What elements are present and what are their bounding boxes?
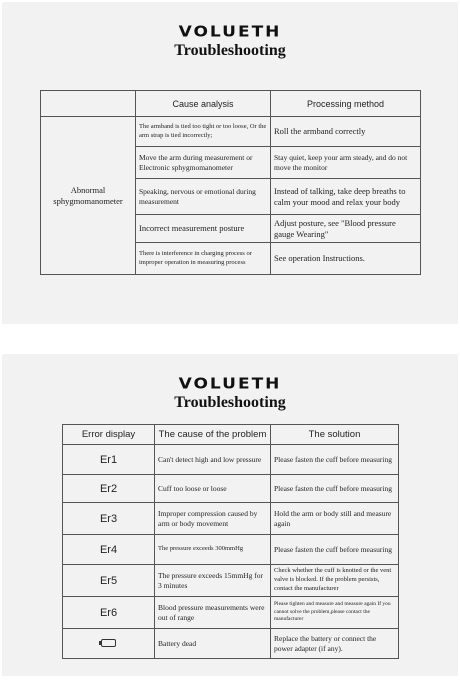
header-cause: The cause of the problem [155, 425, 271, 445]
category-cell: Abnormal sphygmomanometer [41, 117, 136, 275]
cause-analysis-table [40, 90, 421, 275]
header-empty [41, 91, 136, 117]
solution-cell: Check whether the cuff is knotted or the vent valve is blocked. If the problem persists, contact the manufacturer [271, 565, 399, 597]
table-row [63, 535, 399, 565]
header-processing-method: Processing method [271, 91, 421, 117]
error-code: Er1 [63, 445, 155, 475]
cause-cell: Blood pressure measurements were out of range [155, 597, 271, 629]
solution-cell: Please fasten the cuff before measuring [271, 445, 399, 475]
table-row [63, 629, 399, 659]
cause-cell: The pressure exceeds 300mmHg [155, 535, 271, 565]
page-title: Troubleshooting [174, 42, 286, 59]
brand-logo: VOLUETH [178, 375, 282, 393]
method-cell: Roll the armband correctly [271, 117, 421, 147]
troubleshooting-panel-1 [2, 2, 458, 324]
cause-cell: Improper compression caused by arm or body movement [155, 503, 271, 535]
cause-cell: The pressure exceeds 15mmHg for 3 minutes [155, 565, 271, 597]
cause-cell: The armband is tied too tight or too loose, Or the arm strap is tied incorrectly; [136, 117, 271, 147]
solution-cell: Please tighten and measure and measure again If you cannot solve the problem,please contact the manufacturer [271, 597, 399, 629]
table-row [63, 565, 399, 597]
method-cell: See operation Instructions. [271, 243, 421, 275]
method-cell: Stay quiet, keep your arm steady, and do not move the monitor [271, 147, 421, 179]
brand-logo: VOLUETH [178, 23, 282, 41]
table-header-row [41, 91, 421, 117]
cause-cell: Move the arm during measurement or Electronic sphygmomanometer [136, 147, 271, 179]
solution-cell: Please fasten the cuff before measuring [271, 535, 399, 565]
table-row [63, 597, 399, 629]
error-code-table [62, 424, 399, 659]
cause-cell: Incorrect measurement posture [136, 215, 271, 243]
table-row [63, 445, 399, 475]
table-row [63, 503, 399, 535]
error-code: Er6 [63, 597, 155, 629]
solution-cell: Replace the battery or connect the power adapter (if any). [271, 629, 399, 659]
page-title: Troubleshooting [174, 394, 286, 411]
table-header-row [63, 425, 399, 445]
battery-display-cell [63, 629, 155, 659]
table-row [63, 475, 399, 503]
cause-cell: Can't detect high and low pressure [155, 445, 271, 475]
cause-cell: There is interference in charging process or improper operation in measuring process [136, 243, 271, 275]
cause-cell: Speaking, nervous or emotional during measurement [136, 179, 271, 215]
cause-cell: Battery dead [155, 629, 271, 659]
error-code: Er3 [63, 503, 155, 535]
header-cause-analysis: Cause analysis [136, 91, 271, 117]
method-cell: Instead of talking, take deep breaths to calm your mood and relax your body [271, 179, 421, 215]
table-row [41, 117, 421, 147]
troubleshooting-panel-2 [2, 354, 458, 676]
battery-icon [101, 639, 116, 647]
method-cell: Adjust posture, see "Blood pressure gauge Wearing" [271, 215, 421, 243]
cause-cell: Cuff too loose or loose [155, 475, 271, 503]
error-code: Er2 [63, 475, 155, 503]
solution-cell: Hold the arm or body still and measure again [271, 503, 399, 535]
error-code: Er5 [63, 565, 155, 597]
error-code: Er4 [63, 535, 155, 565]
header-solution: The solution [271, 425, 399, 445]
solution-cell: Please fasten the cuff before measuring [271, 475, 399, 503]
header-error-display: Error display [63, 425, 155, 445]
